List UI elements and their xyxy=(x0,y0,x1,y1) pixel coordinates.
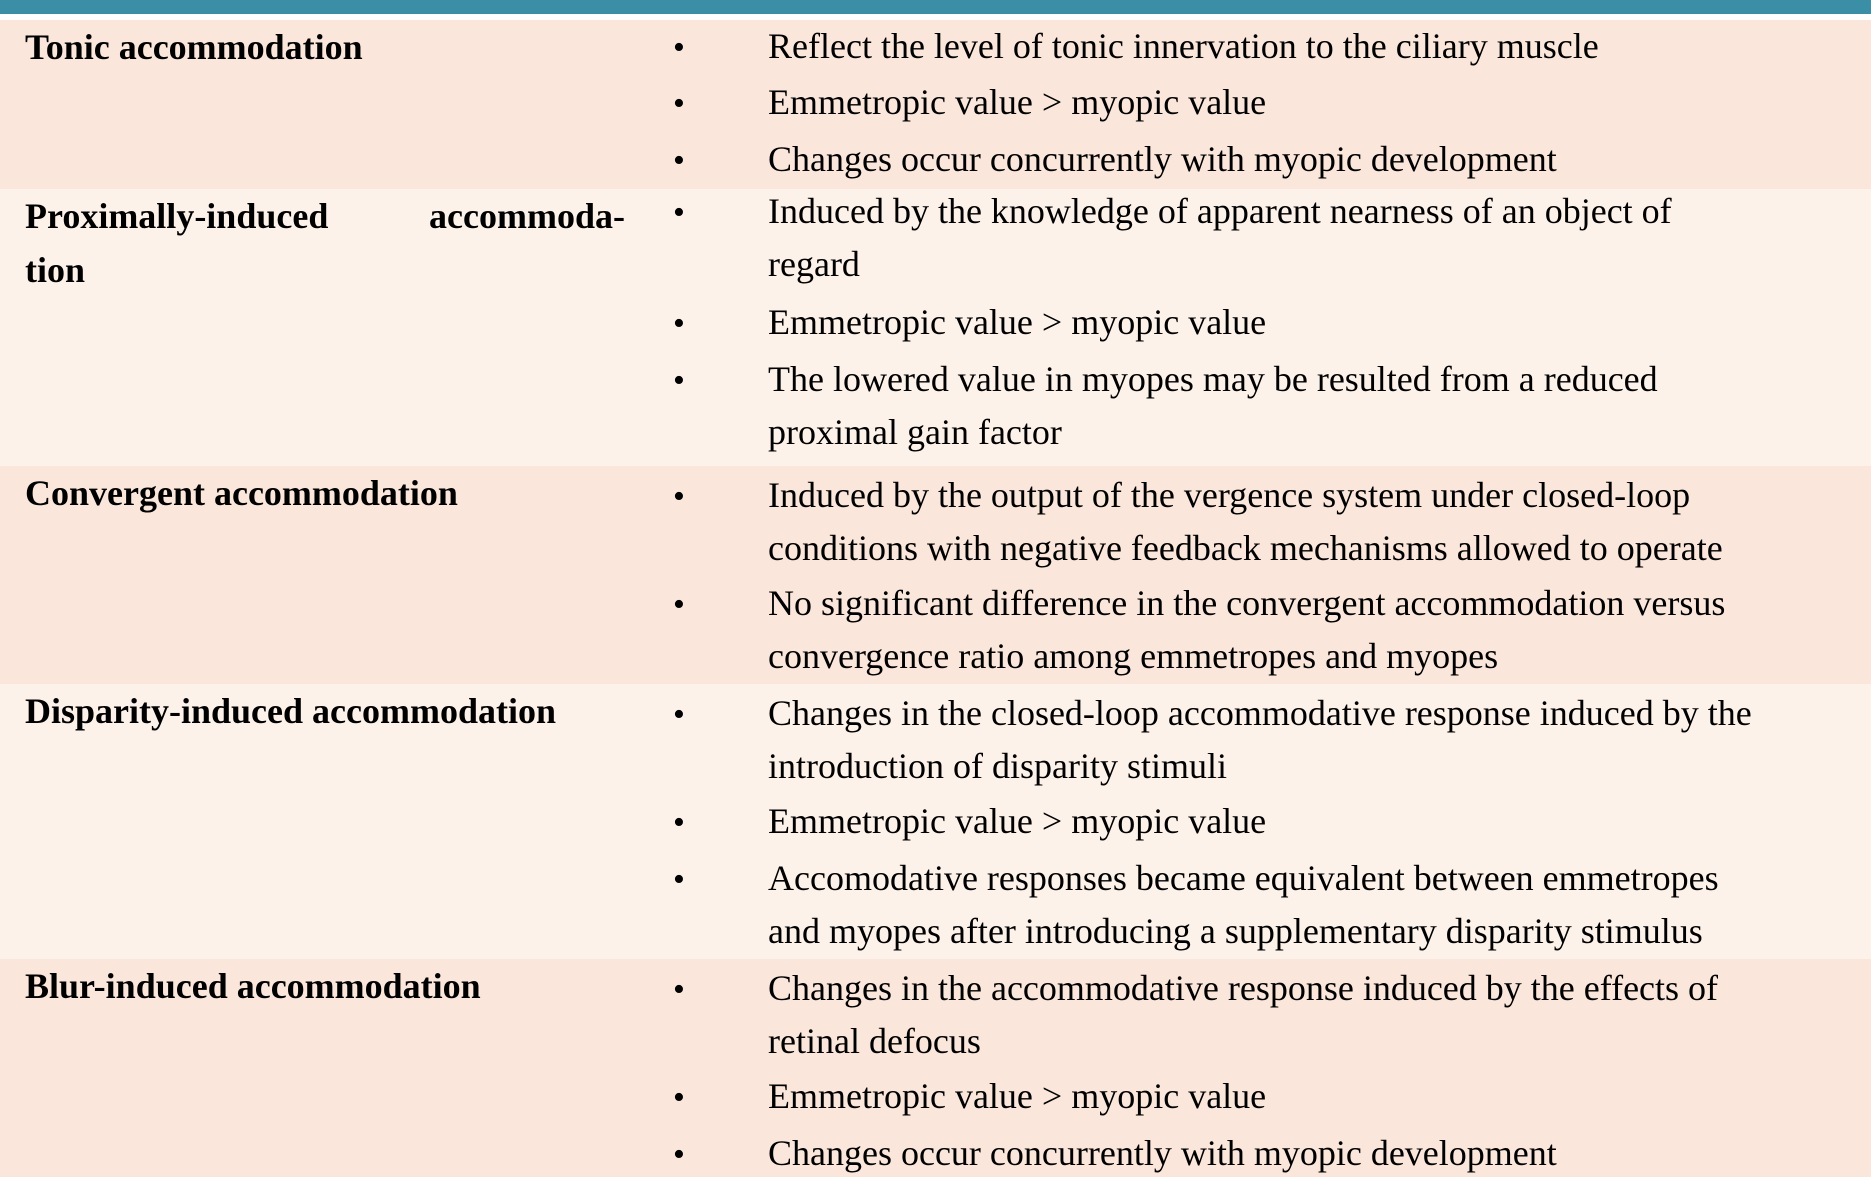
bullet-icon: • xyxy=(673,142,685,179)
row-label: Tonic accommodation xyxy=(25,27,363,67)
table-row-tonic-accommodation xyxy=(0,20,1871,189)
row-label: Convergent accommodation xyxy=(25,473,458,513)
table-row-disparity-induced-accommodation xyxy=(0,684,1871,959)
item-text: Changes in the accommodative response induced by the effects of retinal defocus xyxy=(768,968,1719,1061)
bullet-icon: • xyxy=(673,586,685,623)
item-text: Emmetropic value > myopic value xyxy=(768,1076,1267,1116)
item-text: No significant difference in the convergent accommodation versus convergence ratio among emmetropes and myopes xyxy=(768,583,1726,676)
item-text: Changes occur concurrently with myopic development xyxy=(768,1133,1557,1173)
bullet-icon: • xyxy=(673,362,685,399)
item-text: Changes occur concurrently with myopic development xyxy=(768,139,1557,179)
bullet-icon: • xyxy=(673,1136,685,1173)
item-text: Accomodative responses became equivalent between emmetropes and myopes after introducing a supplementary disparity stimulus xyxy=(768,858,1719,951)
item-text: Induced by the output of the vergence system under closed-loop conditions with negative feedback mechanisms allowed to operate xyxy=(768,475,1723,568)
accommodation-table xyxy=(0,20,1871,1177)
bullet-icon: • xyxy=(673,696,685,733)
item-text: Changes in the closed-loop accommodative response induced by the introduction of disparity stimuli xyxy=(768,693,1752,786)
table-row-blur-induced-accommodation xyxy=(0,959,1871,1177)
item-text: Emmetropic value > myopic value xyxy=(768,82,1267,122)
table-row-convergent-accommodation xyxy=(0,466,1871,684)
bullet-icon: • xyxy=(673,194,685,231)
bullet-icon: • xyxy=(673,971,685,1008)
row-label: Blur-induced accommodation xyxy=(25,966,481,1006)
item-text: Reflect the level of tonic innervation to the ciliary muscle xyxy=(768,26,1599,66)
item-text: Emmetropic value > myopic value xyxy=(768,302,1267,342)
bullet-icon: • xyxy=(673,305,685,342)
row-label: Disparity-induced accommodation xyxy=(25,691,556,731)
table-row-proximally-induced-accommodation xyxy=(0,189,1871,466)
bullet-icon: • xyxy=(673,478,685,515)
table-top-rule xyxy=(0,0,1871,14)
row-label-word: accommoda- xyxy=(429,196,625,236)
bullet-icon: • xyxy=(673,804,685,841)
row-label-word: Proximally-induced xyxy=(25,196,329,236)
bullet-icon: • xyxy=(673,1079,685,1116)
row-label-wrapper xyxy=(25,189,625,297)
bullet-icon: • xyxy=(673,861,685,898)
item-text: The lowered value in myopes may be resulted from a reduced proximal gain factor xyxy=(768,359,1658,452)
bullet-icon: • xyxy=(673,85,685,122)
item-text: Emmetropic value > myopic value xyxy=(768,801,1267,841)
row-label-continuation: tion xyxy=(25,250,86,290)
bullet-icon: • xyxy=(673,29,685,66)
item-text: Induced by the knowledge of apparent nearness of an object of regard xyxy=(768,191,1672,284)
